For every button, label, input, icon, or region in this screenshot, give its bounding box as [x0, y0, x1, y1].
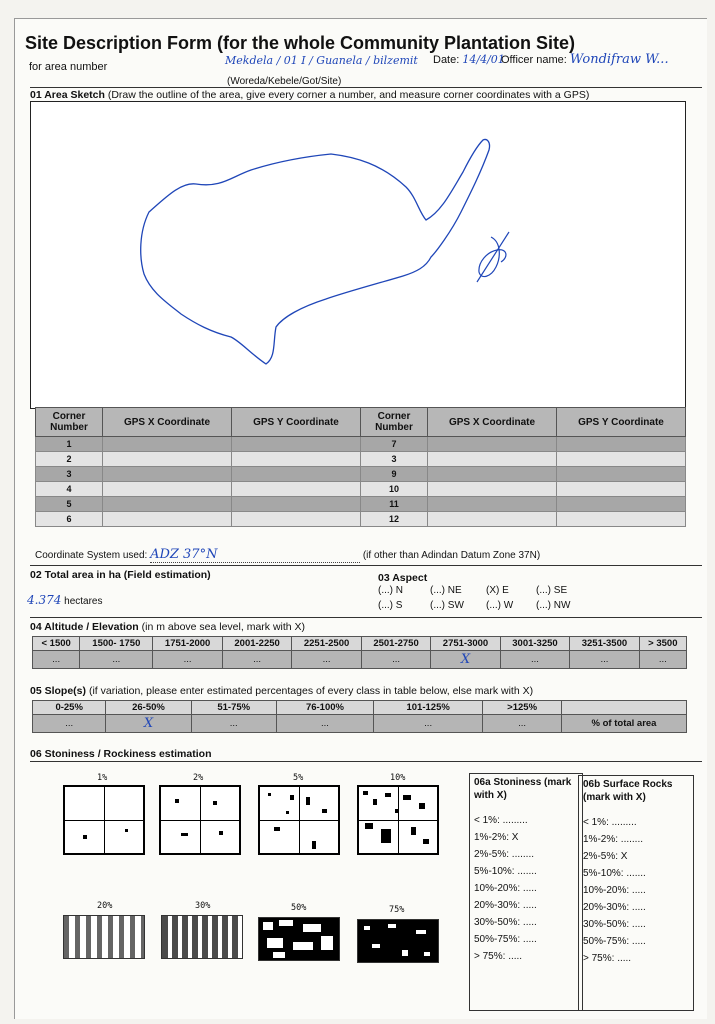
aspect-option-s[interactable]: (...) S: [378, 600, 403, 611]
sample-label: 1%: [97, 773, 108, 783]
stoniness-option-selected[interactable]: 1%-2%: X: [474, 832, 519, 843]
altitude-band: 1751-2000: [153, 637, 222, 651]
table-row: [36, 482, 686, 497]
corner-number: 6: [36, 512, 103, 527]
section-05-title: 05 Slope(s): [30, 685, 87, 697]
corner-number: 3: [361, 452, 428, 467]
total-area-value[interactable]: 4.374: [27, 593, 62, 607]
divider: [30, 565, 702, 566]
stoniness-option[interactable]: 30%-50%: .....: [474, 917, 537, 928]
altitude-mark[interactable]: ...: [500, 651, 569, 669]
aspect-option-se[interactable]: (...) SE: [536, 585, 568, 596]
surface-rocks-option[interactable]: 50%-75%: .....: [583, 936, 646, 947]
slope-mark[interactable]: ...: [276, 715, 373, 733]
gps-y-cell[interactable]: [557, 452, 686, 467]
gps-y-cell[interactable]: [232, 452, 361, 467]
altitude-mark[interactable]: ...: [153, 651, 222, 669]
stoniness-sample-5pct: [258, 785, 340, 855]
stoniness-sample-10pct: [357, 785, 439, 855]
surface-rocks-option[interactable]: 5%-10%: .......: [583, 868, 646, 879]
slope-band: 51-75%: [191, 701, 276, 715]
divider: [30, 617, 702, 618]
corner-number: 2: [36, 452, 103, 467]
stoniness-sample-50pct: [258, 917, 340, 961]
table-row: [36, 467, 686, 482]
table-row: [36, 452, 686, 467]
gps-y-header: GPS Y Coordinate: [557, 408, 686, 437]
gps-x-cell[interactable]: [428, 497, 557, 512]
altitude-band: 2001-2250: [222, 637, 291, 651]
altitude-band: 1500- 1750: [80, 637, 153, 651]
gps-x-cell[interactable]: [428, 452, 557, 467]
date-value[interactable]: 14/4/01: [462, 53, 505, 66]
corner-number-header: Corner Number: [361, 408, 428, 437]
corner-number: 11: [361, 497, 428, 512]
slope-band: 101-125%: [374, 701, 483, 715]
section-03-title: 03 Aspect: [378, 572, 428, 584]
corner-number: 12: [361, 512, 428, 527]
divider: [30, 87, 702, 88]
area-sketch-box[interactable]: [30, 101, 686, 409]
surface-rocks-options-title: 06b Surface Rocks (mark with X): [583, 779, 673, 803]
form-sheet: [14, 18, 707, 1019]
surface-rocks-options: [578, 775, 694, 1011]
table-row: [36, 512, 686, 527]
slope-mark-selected[interactable]: X: [106, 715, 191, 733]
altitude-table: [32, 636, 687, 669]
gps-y-cell[interactable]: [232, 437, 361, 452]
altitude-band: > 3500: [639, 637, 686, 651]
sample-label: 20%: [97, 901, 113, 911]
gps-y-cell[interactable]: [232, 482, 361, 497]
altitude-mark[interactable]: ...: [570, 651, 639, 669]
form-title: Site Description Form (for the whole Community Plantation Site): [25, 33, 576, 53]
altitude-mark[interactable]: ...: [292, 651, 361, 669]
section-05-note: (if variation, please enter estimated percentages of every class in table below, else mark with X): [88, 685, 534, 697]
section-06-title: 06 Stoniness / Rockiness estimation: [30, 748, 212, 760]
corner-number: 10: [361, 482, 428, 497]
total-area-field: [27, 593, 103, 607]
slope-band: 26-50%: [106, 701, 191, 715]
total-area-unit: hectares: [64, 596, 103, 607]
stoniness-options: [469, 773, 583, 1011]
section-04-header: [30, 621, 305, 633]
stoniness-option[interactable]: 5%-10%: .......: [474, 866, 537, 877]
slope-table: [32, 700, 687, 733]
gps-x-header: GPS X Coordinate: [428, 408, 557, 437]
aspect-option-n[interactable]: (...) N: [378, 585, 403, 596]
stoniness-option[interactable]: 20%-30%: .....: [474, 900, 537, 911]
altitude-band: 2501-2750: [361, 637, 430, 651]
date-label: Date:: [433, 54, 460, 66]
north-arrow-line: [477, 232, 509, 282]
corner-number: 4: [36, 482, 103, 497]
coordinate-system-label: Coordinate System used:: [35, 550, 148, 561]
coordinate-system-note: (if other than Adindan Datum Zone 37N): [362, 550, 541, 561]
section-01-header: [30, 89, 589, 101]
altitude-mark[interactable]: ...: [222, 651, 291, 669]
gps-x-header: GPS X Coordinate: [103, 408, 232, 437]
sample-label: 75%: [389, 905, 405, 915]
stoniness-option[interactable]: < 1%: .........: [474, 815, 528, 826]
corner-number: 9: [361, 467, 428, 482]
surface-rocks-option[interactable]: > 75%: .....: [583, 953, 632, 964]
slope-mark[interactable]: ...: [483, 715, 562, 733]
stoniness-option[interactable]: > 75%: .....: [474, 951, 523, 962]
woreda-hint: (Woreda/Kebele/Got/Site): [227, 76, 342, 87]
slope-band: 0-25%: [33, 701, 106, 715]
coordinate-system-value[interactable]: ADZ 37°N: [150, 547, 360, 563]
area-outline-drawing: [31, 102, 685, 408]
gps-y-cell[interactable]: [232, 497, 361, 512]
slope-band: [562, 701, 687, 715]
aspect-option-ne[interactable]: (...) NE: [430, 585, 462, 596]
gps-x-cell[interactable]: [428, 512, 557, 527]
corner-number: 3: [36, 467, 103, 482]
divider: [30, 761, 702, 762]
gps-y-header: GPS Y Coordinate: [232, 408, 361, 437]
slope-mark[interactable]: ...: [374, 715, 483, 733]
sample-label: 2%: [193, 773, 204, 783]
gps-x-cell[interactable]: [103, 482, 232, 497]
gps-x-cell[interactable]: [103, 452, 232, 467]
gps-x-cell[interactable]: [103, 512, 232, 527]
officer-value[interactable]: Wondifraw W...: [569, 52, 669, 67]
altitude-mark[interactable]: ...: [80, 651, 153, 669]
slope-band-labels: [33, 701, 687, 715]
surface-rocks-option[interactable]: < 1%: .........: [583, 817, 637, 828]
gps-y-cell[interactable]: [557, 512, 686, 527]
slope-mark[interactable]: ...: [191, 715, 276, 733]
corner-coordinates-table: [35, 407, 686, 527]
altitude-mark[interactable]: ...: [639, 651, 686, 669]
aspect-option-nw[interactable]: (...) NW: [536, 600, 571, 611]
aspect-options: [378, 585, 576, 611]
surface-rocks-option[interactable]: 1%-2%: ........: [583, 834, 644, 845]
stoniness-sample-75pct: [357, 919, 439, 963]
gps-x-cell[interactable]: [103, 437, 232, 452]
surface-rocks-option[interactable]: 10%-20%: .....: [583, 885, 646, 896]
stoniness-option[interactable]: 50%-75%: .....: [474, 934, 537, 945]
corner-number: 1: [36, 437, 103, 452]
section-01-title: 01 Area Sketch: [30, 89, 105, 101]
stoniness-sample-2pct: [159, 785, 241, 855]
stoniness-options-title: 06a Stoniness (mark with X): [474, 777, 572, 801]
altitude-band-labels: [33, 637, 687, 651]
aspect-option-e[interactable]: (X) E: [486, 585, 509, 596]
stoniness-option[interactable]: 2%-5%: ........: [474, 849, 535, 860]
altitude-band: 2251-2500: [292, 637, 361, 651]
gps-x-cell[interactable]: [103, 497, 232, 512]
aspect-option-sw[interactable]: (...) SW: [430, 600, 464, 611]
slope-band: >125%: [483, 701, 562, 715]
surface-rocks-option[interactable]: 30%-50%: .....: [583, 919, 646, 930]
sample-label: 50%: [291, 903, 307, 913]
sample-label: 10%: [390, 773, 406, 783]
corner-number: 5: [36, 497, 103, 512]
gps-y-cell[interactable]: [557, 497, 686, 512]
stoniness-sample-1pct: [63, 785, 145, 855]
altitude-band: 2751-3000: [431, 637, 500, 651]
gps-x-cell[interactable]: [428, 482, 557, 497]
gps-y-cell[interactable]: [557, 437, 686, 452]
altitude-band: 3001-3250: [500, 637, 569, 651]
coordinate-system-field: [35, 547, 540, 563]
sample-label: 30%: [195, 901, 211, 911]
stoniness-sample-30pct: [161, 915, 243, 959]
area-number-label: for area number: [29, 61, 108, 73]
gps-y-cell[interactable]: [557, 467, 686, 482]
gps-x-cell[interactable]: [428, 467, 557, 482]
table-row: [36, 497, 686, 512]
altitude-band: < 1500: [33, 637, 80, 651]
gps-y-cell[interactable]: [232, 512, 361, 527]
altitude-mark-selected[interactable]: X: [431, 651, 500, 669]
officer-label: Officer name:: [501, 54, 567, 66]
gps-x-cell[interactable]: [103, 467, 232, 482]
slope-mark[interactable]: ...: [33, 715, 106, 733]
surface-rocks-option-selected[interactable]: 2%-5%: X: [583, 851, 628, 862]
altitude-mark[interactable]: ...: [33, 651, 80, 669]
area-outline-path: [141, 139, 490, 364]
aspect-option-w[interactable]: (...) W: [486, 600, 514, 611]
corner-table-header: [36, 408, 686, 437]
section-01-note: (Draw the outline of the area, give every corner a number, and measure corner coordinates with a GPS): [107, 89, 590, 101]
altitude-mark[interactable]: ...: [361, 651, 430, 669]
altitude-band: 3251-3500: [570, 637, 639, 651]
corner-number-header: Corner Number: [36, 408, 103, 437]
section-04-note: (in m above sea level, mark with X): [141, 621, 306, 633]
surface-rocks-option[interactable]: 20%-30%: .....: [583, 902, 646, 913]
section-02-title: 02 Total area in ha (Field estimation): [30, 569, 211, 581]
stoniness-option[interactable]: 10%-20%: .....: [474, 883, 537, 894]
slope-total-label: % of total area: [562, 715, 687, 733]
section-05-header: [30, 685, 533, 697]
slope-marks: [33, 715, 687, 733]
gps-x-cell[interactable]: [428, 437, 557, 452]
altitude-marks: [33, 651, 687, 669]
date-field: [433, 53, 505, 66]
stoniness-sample-20pct: [63, 915, 145, 959]
area-number-value[interactable]: Mekdela / 01 I / Guanela / bilzemit: [225, 54, 418, 67]
officer-field: [501, 52, 669, 67]
slope-band: 76-100%: [276, 701, 373, 715]
gps-y-cell[interactable]: [557, 482, 686, 497]
gps-y-cell[interactable]: [232, 467, 361, 482]
sample-label: 5%: [293, 773, 304, 783]
corner-number: 7: [361, 437, 428, 452]
table-row: [36, 437, 686, 452]
section-04-title: 04 Altitude / Elevation: [30, 621, 139, 633]
